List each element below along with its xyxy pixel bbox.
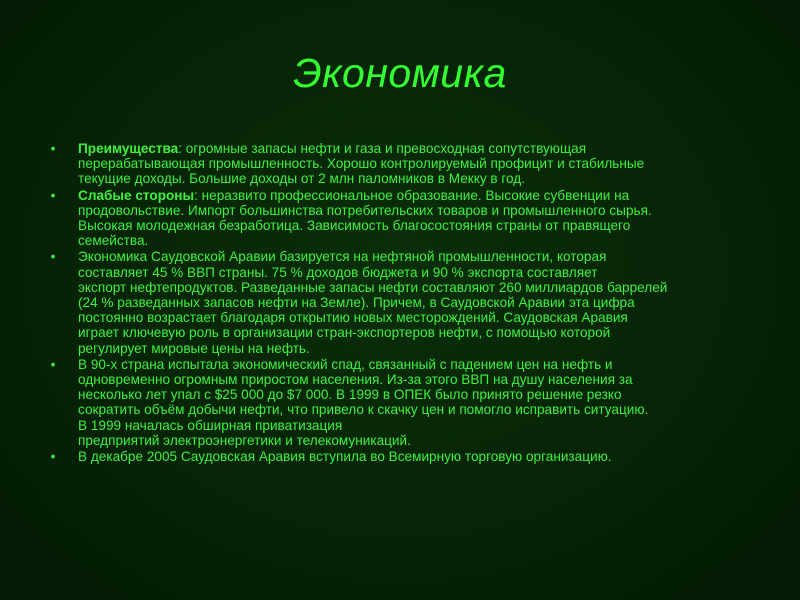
bullet-term: Преимущества bbox=[78, 141, 179, 156]
bullet-line bbox=[78, 141, 768, 156]
bullet-line: В декабре 2005 Саудовская Аравия вступила во Всемирную торговую организацию. bbox=[78, 449, 612, 465]
bullet-line: В 1999 началась обширная приватизация bbox=[78, 417, 343, 433]
bullet-item-advantages bbox=[48, 141, 768, 187]
bullet-line: одновременно огромным приростом населения. Из-за этого ВВП на душу населения за bbox=[78, 372, 633, 388]
bullet-term: Слабые стороны bbox=[78, 187, 195, 203]
bullet-dot-icon: • bbox=[50, 141, 56, 156]
bullet-dot-icon: • bbox=[50, 356, 56, 372]
bullet-line: перерабатывающая промышленность. Хорошо контролируемый профицит и стабильные bbox=[78, 156, 645, 172]
bullet-line: Высокая молодежная безработица. Зависимость благосостояния страны от правящего bbox=[78, 218, 631, 234]
bullet-line: В 90-х страна испытала экономический спад, связанный с падением цен на нефть и bbox=[78, 356, 613, 372]
bullet-line: (24 % разведанных запасов нефти на Земле). Причем, в Саудовской Аравии эта цифра bbox=[78, 295, 635, 311]
bullet-line: регулирует мировые цены на нефть. bbox=[78, 340, 310, 356]
bullet-text: : огромные запасы нефти и газа и превосходная сопутствующая bbox=[178, 141, 587, 156]
bullet-dot-icon: • bbox=[50, 187, 56, 203]
bullet-item-weaknesses bbox=[48, 188, 768, 249]
bullet-line: играет ключевую роль в организации стран-экспортеров нефти, с помощью которой bbox=[78, 325, 611, 341]
bullet-item-wto bbox=[48, 449, 768, 464]
bullet-line: постоянно возрастает благодаря открытию новых месторождений. Саудовская Аравия bbox=[78, 310, 628, 326]
bullet-text: : неразвито профессиональное образование. Высокие субвенции на bbox=[194, 187, 630, 203]
bullet-line: продовольствие. Импорт большинства потребительских товаров и промышленного сырья. bbox=[78, 202, 652, 218]
bullet-line: составляет 45 % ВВП страны. 75 % доходов бюджета и 90 % экспорта составляет bbox=[78, 264, 598, 280]
bullet-line: текущие доходы. Большие доходы от 2 млн паломников в Мекку в год. bbox=[78, 171, 526, 187]
bullet-list bbox=[48, 141, 768, 465]
bullet-line: Экономика Саудовской Аравии базируется на нефтяной промышленности, которая bbox=[78, 249, 607, 265]
bullet-line: сократить объём добычи нефти, что привело к скачку цен и помогло исправить ситуацию. bbox=[78, 402, 649, 418]
bullet-item-oil-economy bbox=[48, 249, 768, 355]
bullet-line bbox=[78, 188, 768, 203]
bullet-dot-icon: • bbox=[50, 449, 56, 465]
slide-title: Экономика bbox=[293, 50, 507, 96]
bullet-item-90s-crisis bbox=[48, 357, 768, 448]
bullet-line: предприятий электроэнергетики и телекомуникаций. bbox=[78, 432, 411, 448]
bullet-line: экспорт нефтепродуктов. Разведанные запасы нефти составляют 260 миллиардов баррелей bbox=[78, 279, 668, 295]
bullet-dot-icon: • bbox=[50, 249, 56, 265]
bullet-line: несколько лет упал с $25 000 до $7 000. В 1999 в ОПЕК было принято решение резко bbox=[78, 387, 622, 403]
bullet-line: семейства. bbox=[78, 233, 149, 249]
